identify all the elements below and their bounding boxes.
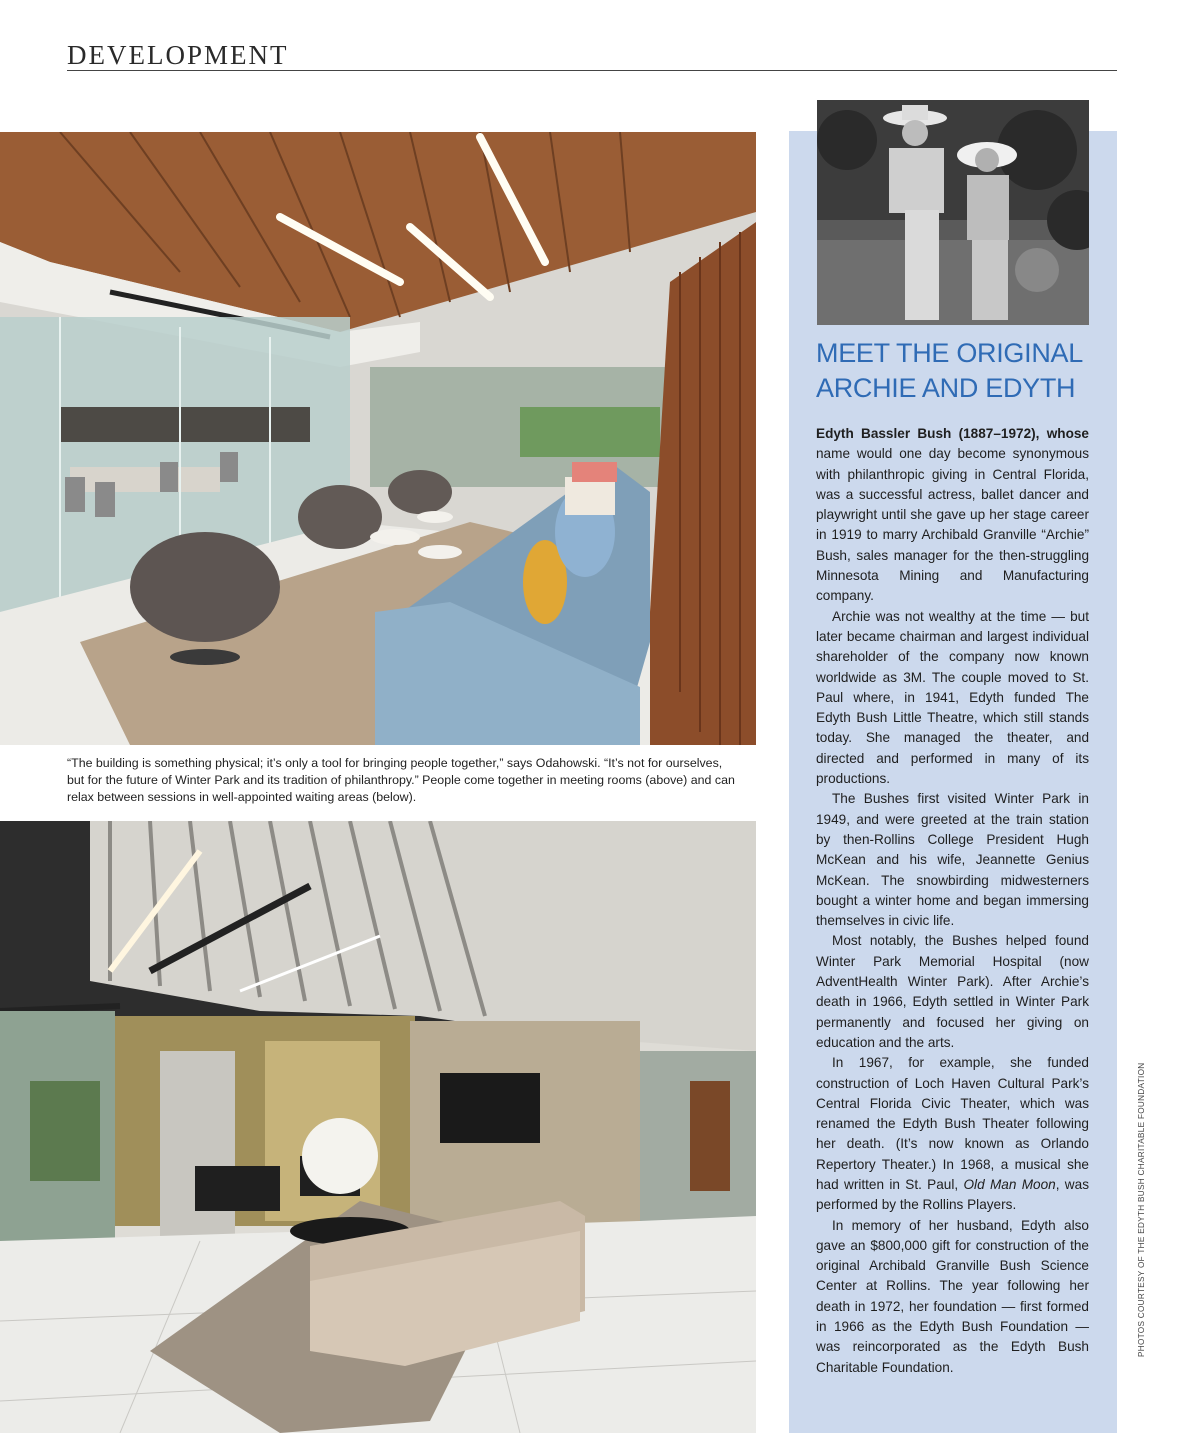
sidebar-lead-bold: Edyth Bassler Bush (1887–1972), whose <box>816 426 1089 441</box>
header-rule <box>67 70 1117 71</box>
section-heading: DEVELOPMENT <box>67 40 289 70</box>
sidebar-paragraph-5-text-a: In 1967, for example, she funded construction of Loch Haven Cultural Park’s Central Florida Civic Theater, which was renamed the Edyth Bush Theater following her death. (It’s now known as Orlando Repertory Theater.) In 1968, a musical she had written in St. Paul, <box>816 1055 1089 1192</box>
lounge-conference-room-photo <box>0 132 756 745</box>
sidebar-paragraph-4: Most notably, the Bushes helped found Winter Park Memorial Hospital (now AdventHealth Winter Park). After Archie’s death in 1966, Edyth settled in Winter Park permanently and focused her giving on education and the arts. <box>816 933 1089 1050</box>
sidebar-paragraph-5 <box>816 1053 1089 1215</box>
sidebar-paragraph-3: The Bushes first visited Winter Park in 1949, and were greeted at the train station by then-Rollins College President Hugh McKean and his wife, Jeannette Genius McKean. The snowbirding midwesterners bought a winter home and began immersing themselves in civic life. <box>816 791 1089 929</box>
photo-caption: “The building is something physical; it’s only a tool for bringing people together,” says Odahowski. “It’s not for ourselves, but for the future of Winter Park and its tradition of philanthropy.” People come together in meeting rooms (above) and can relax between sessions in well-appointed waiting areas (below). <box>67 756 735 805</box>
sidebar-paragraph-1-text: name would one day become synonymous with philanthropic giving in Central Florida, was a successful actress, ballet dancer and playwright until she gave up her stage career in 1919 to marry Archibald Granville “Archie” Bush, sales manager for the then-struggling Minnesota Mining and Manufacturing company. <box>816 446 1089 604</box>
sidebar-body <box>816 424 1089 1378</box>
archie-and-edyth-portrait-photo <box>817 100 1089 325</box>
sidebar-paragraph-5-text-b: , was performed by the Rollins Players. <box>816 1176 1089 1213</box>
sidebar-paragraph-2: Archie was not wealthy at the time — but later became chairman and largest individual shareholder of the company now known worldwide as 3M. The couple moved to St. Paul where, in 1941, Edyth funded The Edyth Bush Little Theatre, which still stands today. She managed the theater, and directed and performed in many of its productions. <box>816 608 1089 787</box>
play-title: Old Man Moon <box>963 1176 1056 1192</box>
photo-credit: PHOTOS COURTESY OF THE EDYTH BUSH CHARITABLE FOUNDATION <box>1137 1062 1146 1357</box>
lobby-waiting-area-photo <box>0 821 756 1433</box>
sidebar-paragraph-1 <box>816 424 1089 607</box>
sidebar-paragraph-6: In memory of her husband, Edyth also gave an $800,000 gift for construction of the original Archibald Granville Bush Science Center at Rollins. The year following her death in 1972, her foundation — first formed in 1966 as the Edyth Bush Foundation — was reincorporated as the Edyth Bush Charitable Foundation. <box>816 1217 1089 1375</box>
sidebar-title: MEET THE ORIGINAL ARCHIE AND EDYTH <box>816 338 1082 403</box>
